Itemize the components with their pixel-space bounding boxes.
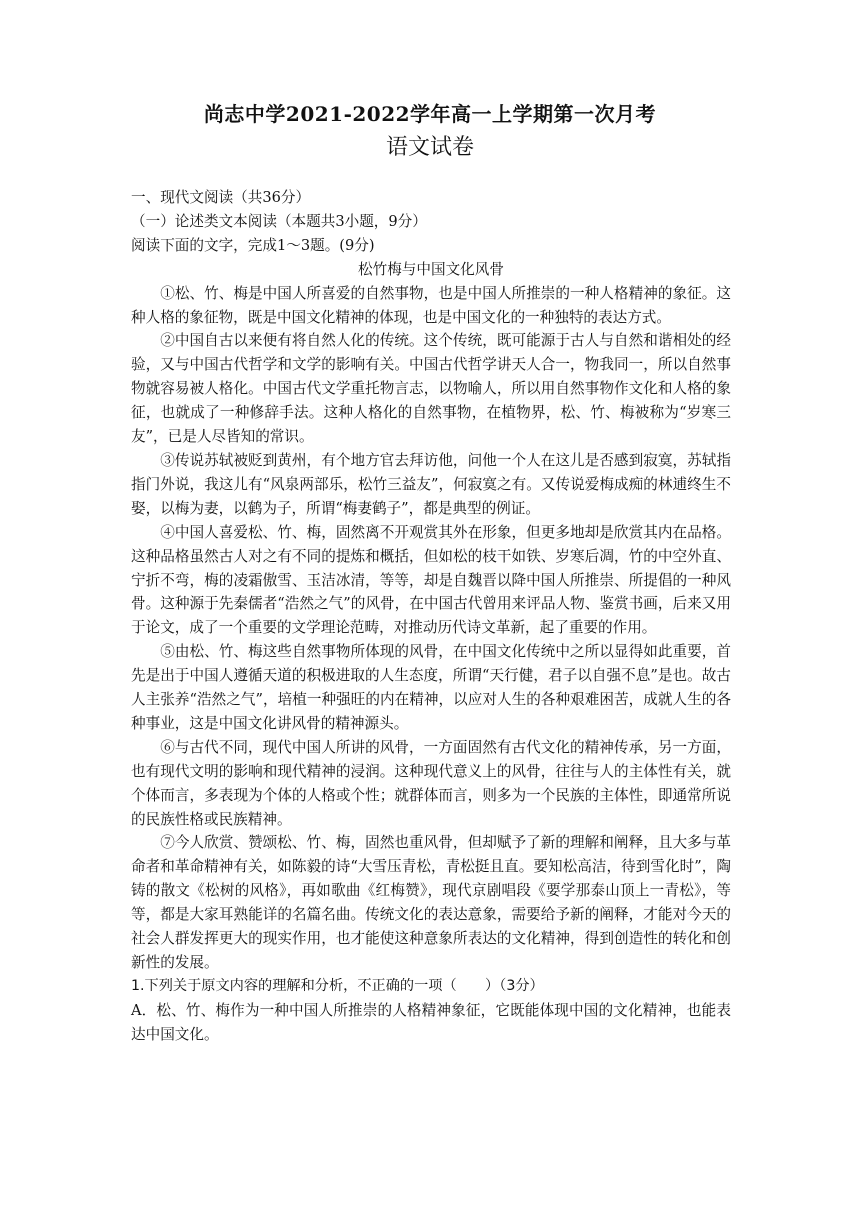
question-1-option-a: A．松、竹、梅作为一种中国人所推崇的人格精神象征，它既能体现中国的文化精神，也能表达中国文化。: [131, 1001, 731, 1043]
article-paragraph-1: ①松、竹、梅是中国人所喜爱的自然事物，也是中国人所推崇的一种人格精神的象征。这种人格的象征物，既是中国文化精神的体现，也是中国文化的一种独特的表达方式。: [131, 284, 731, 326]
exam-subtitle: 语文试卷: [385, 135, 474, 160]
article-paragraph-2: ②中国自古以来便有将自然人化的传统。这个传统，既可能源于古人与自然和谐相处的经验，又与中国古代哲学和文学的影响有关。中国古代哲学讲天人合一，物我同一，所以自然事物就容易被人格化。中国古代文学重托物言志，以物喻人，所以用自然事物作文化和人格的象征，也就成了一种修辞手法。这种人格化的自然事物，在植物界，松、竹、梅被称为“岁寒三友”，已是人尽皆知的常识。: [131, 332, 731, 446]
article-title: 松竹梅与中国文化风骨: [358, 260, 504, 278]
article-paragraph-5: ⑤由松、竹、梅这些自然事物所体现的风骨，在中国文化传统中之所以显得如此重要，首先是出于中国人遵循天道的积极进取的人生态度，所谓“天行健，君子以自强不息”是也。故古人主张养“浩然之气”，培植一种强旺的内在精神，以应对人生的各种艰难困苦，成就人生的各种事业，这是中国文化讲风骨的精神源头。: [131, 643, 731, 732]
article-paragraph-6: ⑥与古代不同，现代中国人所讲的风骨，一方面固然有古代文化的精神传承，另一方面，也有现代文明的影响和现代精神的浸润。这种现代意义上的风骨，往往与人的主体性有关，就个体而言，多表现为个体的人格或个性；就群体而言，则多为一个民族的主体性，即通常所说的民族性格或民族精神。: [131, 738, 731, 828]
reading-instruction: 阅读下面的文字，完成1～3题。(9分): [131, 236, 375, 254]
section-heading: 一、现代文阅读（共36分）: [131, 189, 311, 206]
article-paragraph-4: ④中国人喜爱松、竹、梅，固然离不开观赏其外在形象，但更多地却是欣赏其内在品格。这种品格虽然古人对之有不同的提炼和概括，但如松的枝干如铁、岁寒后凋，竹的中空外直、宁折不弯，梅的凌霜傲雪、玉洁冰清，等等，却是自魏晋以降中国人所推崇、所提倡的一种风骨。这种源于先秦儒者“浩然之气”的风骨，在中国古代曾用来评品人物、鉴赏书画，后来又用于论文，成了一个重要的文学理论范畴，对推动历代诗文革新，起了重要的作用。: [131, 523, 731, 637]
exam-title: 尚志中学2021-2022学年高一上学期第一次月考: [203, 102, 657, 126]
exam-content: [131, 186, 731, 1047]
sub-section-heading: （一）论述类文本阅读（本题共3小题，9分）: [131, 212, 427, 230]
article-paragraph-7: ⑦今人欣赏、赞颂松、竹、梅，固然也重风骨，但却赋予了新的理解和阐释，且大多与革命者和革命精神有关，如陈毅的诗“大雪压青松，青松挺且直。要知松高洁，待到雪化时”，陶铸的散文《松树的风格》，再如歌曲《红梅赞》，现代京剧唱段《要学那泰山顶上一青松》，等等，都是大家耳熟能详的名篇名曲。传统文化的表达意象，需要给予新的阐释，才能对今天的社会人群发挥更大的现实作用，也才能使这种意象所表达的文化精神，得到创造性的转化和创新性的发展。: [131, 834, 731, 971]
article-paragraph-3: ③传说苏轼被贬到黄州，有个地方官去拜访他，问他一个人在这儿是否感到寂寞，苏轼指指门外说，我这儿有“风泉两部乐，松竹三益友”，何寂寞之有。又传说爱梅成痴的林逋终生不娶，以梅为妻，以鹤为子，所谓“梅妻鹤子”，都是典型的例证。: [131, 451, 731, 517]
question-1-stem: 1.下列关于原文内容的理解和分析，不正确的一项（ ）（3分）: [131, 977, 544, 994]
